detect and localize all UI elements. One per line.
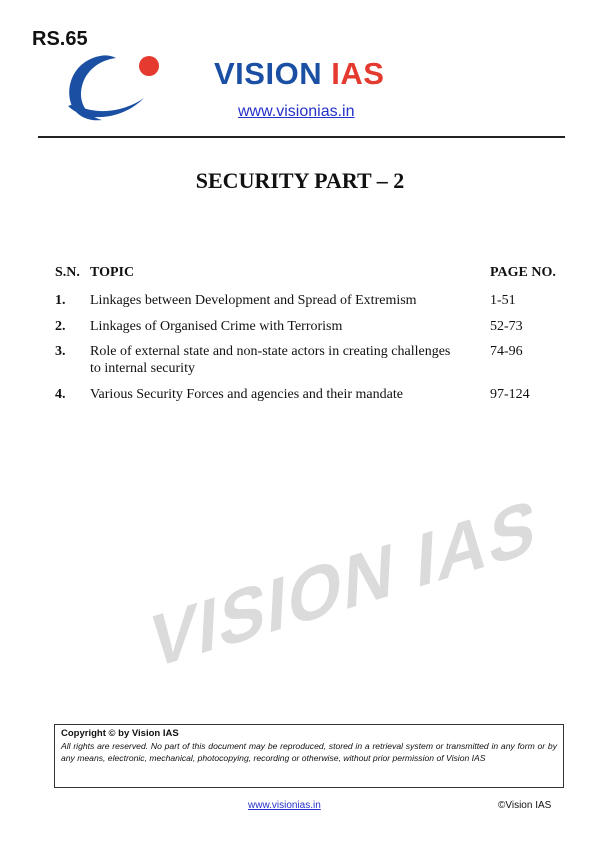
- toc-row-4-page: 97-124: [490, 387, 530, 402]
- toc-row-4-topic: Various Security Forces and agencies and their mandate: [90, 387, 403, 402]
- toc-header-topic: TOPIC: [90, 265, 135, 280]
- brand-name-part1: VISION: [214, 56, 323, 91]
- toc-row-1-sn: 1.: [55, 293, 66, 308]
- website-link[interactable]: www.visionias.in: [238, 103, 355, 120]
- brand-name: [214, 56, 384, 92]
- toc-row-1-topic: Linkages between Development and Spread of Extremism: [90, 293, 417, 308]
- toc-row-2-page: 52-73: [490, 319, 523, 334]
- toc-row-3-sn: 3.: [55, 344, 66, 359]
- copyright-title: Copyright © by Vision IAS: [61, 728, 179, 739]
- toc-row-2-sn: 2.: [55, 319, 66, 334]
- toc-row-3-topic: Role of external state and non-state actors in creating challenges to internal security: [90, 344, 451, 376]
- copyright-body: All rights are reserved. No part of this document may be reproduced, stored in a retrieval system or transmitted in any form or by any means, electronic, mechanical, photocopying, recording or otherwise, without prior permission of Vision IAS: [61, 741, 557, 763]
- document-title: SECURITY PART – 2: [195, 168, 405, 193]
- brand-name-part2: IAS: [331, 56, 385, 91]
- watermark-text: VISION IAS: [148, 483, 540, 687]
- footer-copyright: ©Vision IAS: [498, 800, 552, 811]
- watermark: [139, 482, 582, 739]
- toc-header-page: PAGE NO.: [490, 265, 556, 280]
- toc-row-2-topic: Linkages of Organised Crime with Terrorism: [90, 319, 343, 334]
- toc-row-3-page: 74-96: [490, 344, 523, 359]
- price-tag: RS.65: [32, 28, 88, 50]
- toc-row-4-sn: 4.: [55, 387, 66, 402]
- footer-website-link[interactable]: www.visionias.in: [248, 800, 321, 811]
- globe-swoosh-logo-icon: [60, 48, 160, 128]
- toc-header-sn: S.N.: [55, 265, 80, 280]
- header-divider: [38, 136, 565, 138]
- toc-row-1-page: 1-51: [490, 293, 516, 308]
- copyright-box: [54, 724, 564, 788]
